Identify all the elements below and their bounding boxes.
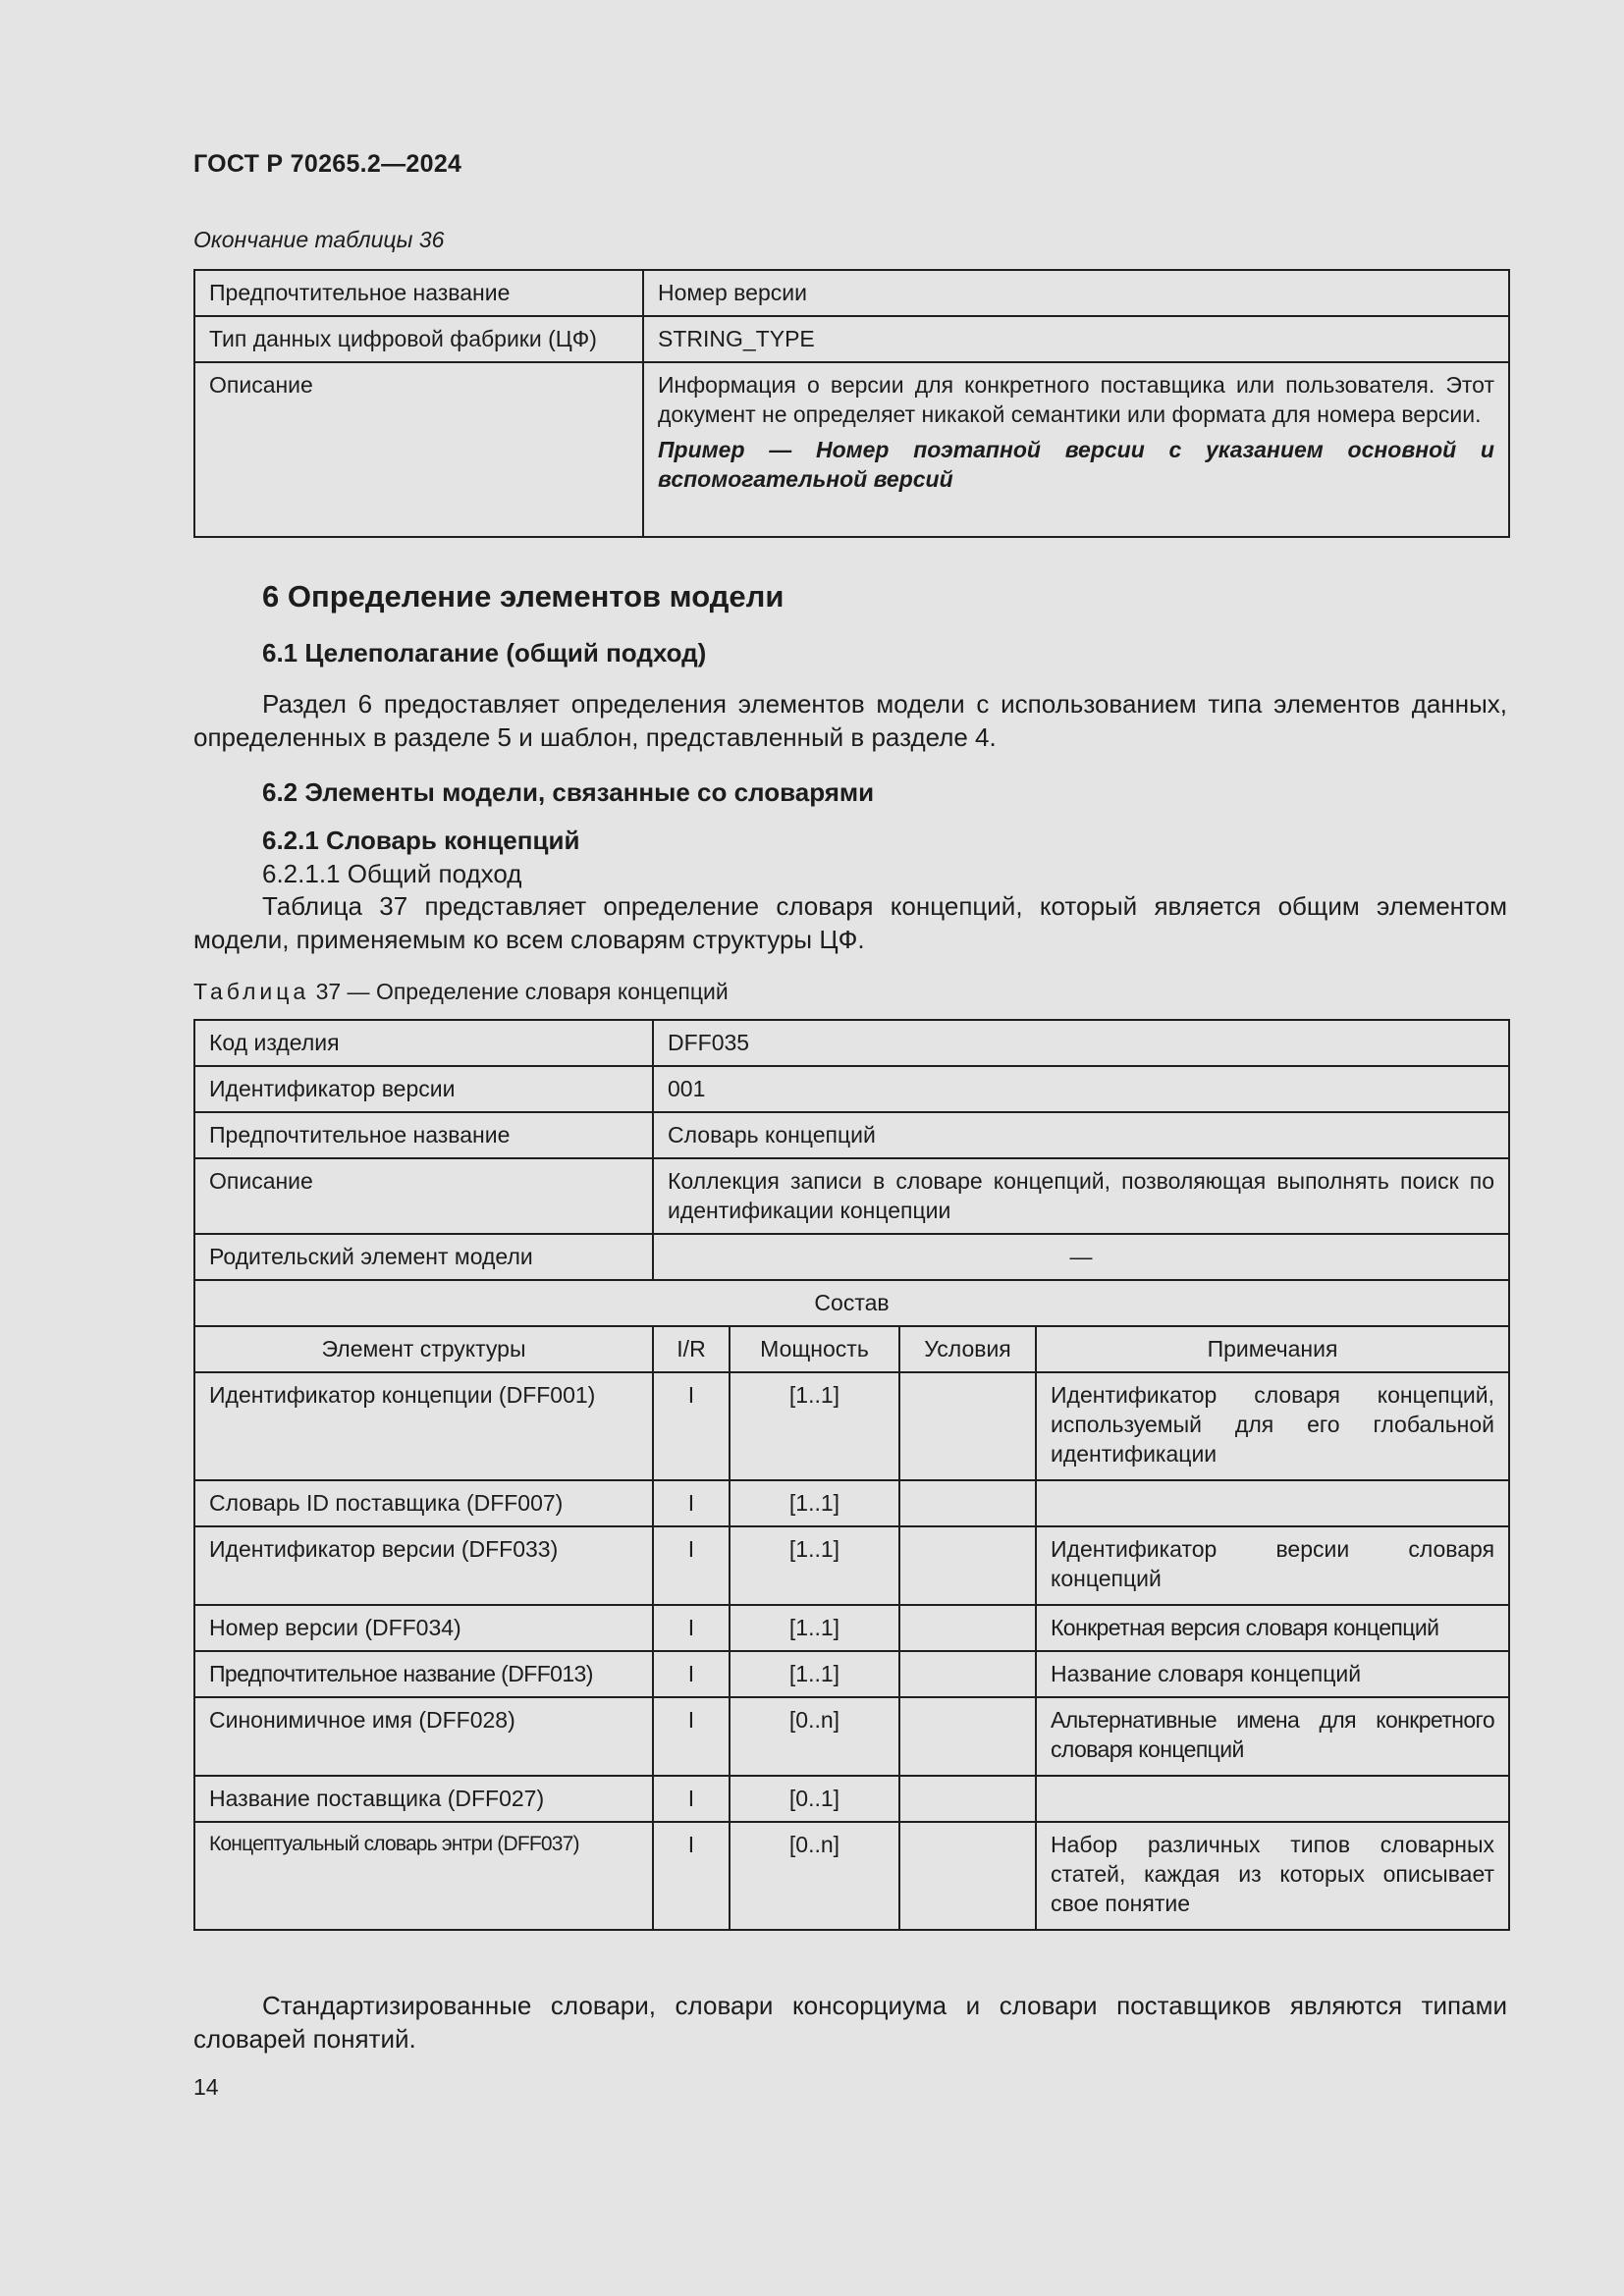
table-cell-value: STRING_TYPE xyxy=(643,316,1509,362)
notes-cell: Идентификатор версии словаря концепций xyxy=(1036,1526,1509,1605)
notes-cell: Альтернативные имена для конкретного словаря концепций xyxy=(1036,1697,1509,1776)
table37-caption-prefix: Таблица xyxy=(193,979,310,1004)
cardinality-cell: [1..1] xyxy=(730,1480,899,1526)
table-cell-label: Предпочтительное название xyxy=(194,1112,653,1158)
table-cell-value: Номер версии xyxy=(643,270,1509,316)
cardinality-cell: [1..1] xyxy=(730,1372,899,1480)
column-header: Условия xyxy=(899,1326,1036,1372)
element-cell: Идентификатор концепции (DFF001) xyxy=(194,1372,653,1480)
section-title: 6 Определение элементов модели xyxy=(262,579,785,614)
conditions-cell xyxy=(899,1372,1036,1480)
ir-cell: I xyxy=(653,1776,730,1822)
composition-header: Состав xyxy=(194,1280,1509,1326)
cardinality-cell: [1..1] xyxy=(730,1651,899,1697)
ir-cell: I xyxy=(653,1480,730,1526)
cardinality-cell: [0..n] xyxy=(730,1822,899,1930)
table-row xyxy=(194,1020,1509,1066)
ir-cell: I xyxy=(653,1822,730,1930)
table-row xyxy=(194,316,1509,362)
table-row xyxy=(194,1697,1509,1776)
table-row xyxy=(194,1822,1509,1930)
cardinality-cell: [1..1] xyxy=(730,1605,899,1651)
table-cell-value: Словарь концепций xyxy=(653,1112,1509,1158)
element-cell: Название поставщика (DFF027) xyxy=(194,1776,653,1822)
table37-caption xyxy=(193,979,729,1005)
table-37 xyxy=(193,1019,1510,1931)
cardinality-cell: [0..n] xyxy=(730,1697,899,1776)
description-text: Информация о версии для конкретного поставщика или пользователя. Этот документ не определяет никакой семантики или формата для номера версии. xyxy=(658,372,1494,427)
conditions-cell xyxy=(899,1822,1036,1930)
subsection-title: 6.2 Элементы модели, связанные со словарями xyxy=(262,777,875,807)
table-cell-value: — xyxy=(653,1234,1509,1280)
subsection-title: 6.1 Целеполагание (общий подход) xyxy=(262,638,707,667)
notes-cell: Конкретная версия словаря концепций xyxy=(1036,1605,1509,1651)
table-header-row xyxy=(194,1326,1509,1372)
table-row xyxy=(194,1372,1509,1480)
element-cell: Предпочтительное название (DFF013) xyxy=(194,1651,653,1697)
table-cell-label: Идентификатор версии xyxy=(194,1066,653,1112)
document-id: ГОСТ Р 70265.2—2024 xyxy=(193,150,462,178)
clause-title: 6.2.1.1 Общий подход xyxy=(262,859,522,888)
column-header: Мощность xyxy=(730,1326,899,1372)
table-row xyxy=(194,1480,1509,1526)
ir-cell: I xyxy=(653,1605,730,1651)
table-row xyxy=(194,362,1509,537)
table-row xyxy=(194,1605,1509,1651)
column-header: I/R xyxy=(653,1326,730,1372)
ir-cell: I xyxy=(653,1372,730,1480)
conditions-cell xyxy=(899,1651,1036,1697)
table-cell-value: DFF035 xyxy=(653,1020,1509,1066)
cardinality-cell: [1..1] xyxy=(730,1526,899,1605)
table-cell-label: Тип данных цифровой фабрики (ЦФ) xyxy=(194,316,643,362)
paragraph: Раздел 6 предоставляет определения элементов модели с использованием типа элементов данных, определенных в разделе 5 и шаблон, представленный в разделе 4. xyxy=(193,689,1507,752)
notes-cell: Набор различных типов словарных статей, каждая из которых описывает свое понятие xyxy=(1036,1822,1509,1930)
example-note: Пример — Номер поэтапной версии с указанием основной и вспомогательной версий xyxy=(658,437,1494,492)
table-row xyxy=(194,1776,1509,1822)
table-row xyxy=(194,1651,1509,1697)
element-cell: Концептуальный словарь энтри (DFF037) xyxy=(194,1822,653,1930)
table-row xyxy=(194,1526,1509,1605)
element-cell: Идентификатор версии (DFF033) xyxy=(194,1526,653,1605)
table-cell-label: Родительский элемент модели xyxy=(194,1234,653,1280)
ir-cell: I xyxy=(653,1697,730,1776)
conditions-cell xyxy=(899,1480,1036,1526)
cardinality-cell: [0..1] xyxy=(730,1776,899,1822)
table-36 xyxy=(193,269,1510,538)
table-row xyxy=(194,1066,1509,1112)
notes-cell: Название словаря концепций xyxy=(1036,1651,1509,1697)
table36-caption: Окончание таблицы 36 xyxy=(193,227,445,252)
table-row xyxy=(194,1112,1509,1158)
column-header: Примечания xyxy=(1036,1326,1509,1372)
table-cell-label: Описание xyxy=(194,362,643,537)
conditions-cell xyxy=(899,1526,1036,1605)
page-number: 14 xyxy=(193,2074,219,2100)
table-row xyxy=(194,1234,1509,1280)
table37-caption-text: 37 — Определение словаря концепций xyxy=(315,979,729,1004)
table-row xyxy=(194,1158,1509,1234)
table-cell-value: Коллекция записи в словаре концепций, позволяющая выполнять поиск по идентификации концепции xyxy=(653,1158,1509,1234)
element-cell: Номер версии (DFF034) xyxy=(194,1605,653,1651)
notes-cell xyxy=(1036,1480,1509,1526)
ir-cell: I xyxy=(653,1526,730,1605)
element-cell: Синонимичное имя (DFF028) xyxy=(194,1697,653,1776)
ir-cell: I xyxy=(653,1651,730,1697)
column-header: Элемент структуры xyxy=(194,1326,653,1372)
table-cell-label: Предпочтительное название xyxy=(194,270,643,316)
conditions-cell xyxy=(899,1776,1036,1822)
closing-paragraph: Стандартизированные словари, словари консорциума и словари поставщиков являются типами словарей понятий. xyxy=(193,1991,1507,2054)
conditions-cell xyxy=(899,1605,1036,1651)
element-cell: Словарь ID поставщика (DFF007) xyxy=(194,1480,653,1526)
notes-cell xyxy=(1036,1776,1509,1822)
table-cell-label: Описание xyxy=(194,1158,653,1234)
subsection-title: 6.2.1 Словарь концепций xyxy=(262,826,580,855)
table-cell-value: 001 xyxy=(653,1066,1509,1112)
table-cell-value xyxy=(643,362,1509,537)
notes-cell: Идентификатор словаря концепций, используемый для его глобальной идентификации xyxy=(1036,1372,1509,1480)
paragraph: Таблица 37 представляет определение словаря концепций, который является общим элементом модели, применяемым ко всем словарям структуры ЦФ. xyxy=(193,891,1507,954)
table-row xyxy=(194,270,1509,316)
table-row xyxy=(194,1280,1509,1326)
conditions-cell xyxy=(899,1697,1036,1776)
table-cell-label: Код изделия xyxy=(194,1020,653,1066)
